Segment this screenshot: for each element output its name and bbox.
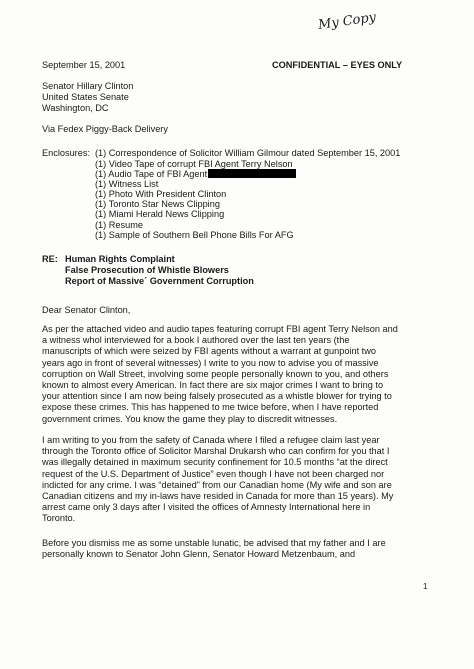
salutation: Dear Senator Clinton, (42, 305, 131, 315)
enclosure-item: (1) Sample of Southern Bell Phone Bills For AFG (95, 229, 294, 240)
subject-block (65, 254, 254, 287)
enclosures-list (95, 159, 296, 240)
enclosure-item (95, 169, 296, 179)
subject-line: False Prosecution of Whistle Blowers (65, 265, 229, 275)
re-label: RE: (42, 254, 58, 264)
enclosure-item: (1) Resume (95, 219, 143, 230)
enclosure-item: (1) Correspondence of Solicitor William Gilmour dated September 15, 2001 (95, 148, 401, 158)
paragraph-line: I am writing to you from the safety of Canada where I filed a refugee claim last year (42, 435, 380, 445)
recipient-line: United States Senate (42, 92, 129, 102)
paragraph-3 (42, 538, 442, 560)
paragraph-line: years ago in front of several witnesses) I write to you now to advise you of massive (42, 357, 379, 368)
enclosure-item: (1) Witness List (95, 179, 159, 190)
delivery-method: Via Fedex Piggy-Back Delivery (42, 124, 168, 134)
paragraph-line: request of the U.S. Department of Justice” even though I have not been charged nor (42, 468, 385, 479)
confidential-label: CONFIDENTIAL – EYES ONLY (272, 60, 403, 70)
letter-date: September 15, 2001 (42, 60, 126, 70)
paragraph-line: manuscripts of which were seized by FBI agents without a warrant at gunpoint two (42, 346, 376, 357)
paragraph-line: corruption on Wall Street, involving some people personally known to you, and others (42, 368, 389, 379)
paragraph-line: a witness whol interviewed for a book I authored over the last ten years (the (42, 335, 350, 346)
paragraph-line: arrest came only 3 days after I visited the offices of Amnesty International here in (42, 502, 371, 513)
subject-line: Report of Massive´ Government Corruption (65, 276, 254, 286)
paragraph-line: expose these crimes. This has happened to me twice before, when I have reported (42, 402, 379, 413)
subject-line: Human Rights Complaint (65, 254, 175, 264)
paragraph-line: your attention since I am now being falsely prosecuted as a whistle blower for trying to (42, 391, 392, 402)
enclosure-item: (1) Photo With President Clinton (95, 189, 227, 200)
redaction-bar (208, 169, 296, 178)
paragraph-2 (42, 435, 442, 525)
paragraph-line: indicted for any crime. I was “detained” from our Canadian home (My wife and son are (42, 479, 392, 490)
enclosures-label: Enclosures: (42, 148, 91, 158)
paragraph-line: government crimes. You know the game they play to discredit witnesses. (42, 413, 338, 424)
paragraph-line: through the Toronto office of Solicitor Marshal Drukarsh who can confirm for you that I (42, 446, 390, 457)
paragraph-line: As per the attached video and audio tapes featuring corrupt FBI agent Terry Nelson and (42, 324, 398, 334)
paragraph-1 (42, 324, 442, 425)
recipient-line: Washington, DC (42, 103, 109, 113)
recipient-line: Senator Hillary Clinton (42, 81, 134, 91)
enclosure-item: (1) Toronto Star News Clipping (95, 199, 220, 210)
paragraph-line: known to almost every American. In fact there are six major crimes I want to bring to (42, 380, 384, 391)
enclosure-text: (1) Audio Tape of FBI Agent (95, 169, 208, 180)
handwritten-note: My Copy (317, 10, 377, 33)
paragraph-line: was illegally detained in maximum security confinement for 10.5 months “at the direct (42, 457, 388, 468)
page-number: 1 (423, 582, 428, 591)
paragraph-line: personally known to Senator John Glenn, Senator Howard Metzenbaum, and (42, 549, 356, 560)
enclosure-item: (1) Video Tape of corrupt FBI Agent Terry Nelson (95, 159, 293, 169)
paragraph-line: Canadian citizens and my in-laws have resided in Canada for more than 15 years). My (42, 491, 394, 502)
paragraph-line: Toronto. (42, 513, 76, 524)
enclosure-item: (1) Miami Herald News Clipping (95, 209, 225, 220)
paragraph-line: Before you dismiss me as some unstable lunatic, be advised that my father and I are (42, 538, 386, 548)
